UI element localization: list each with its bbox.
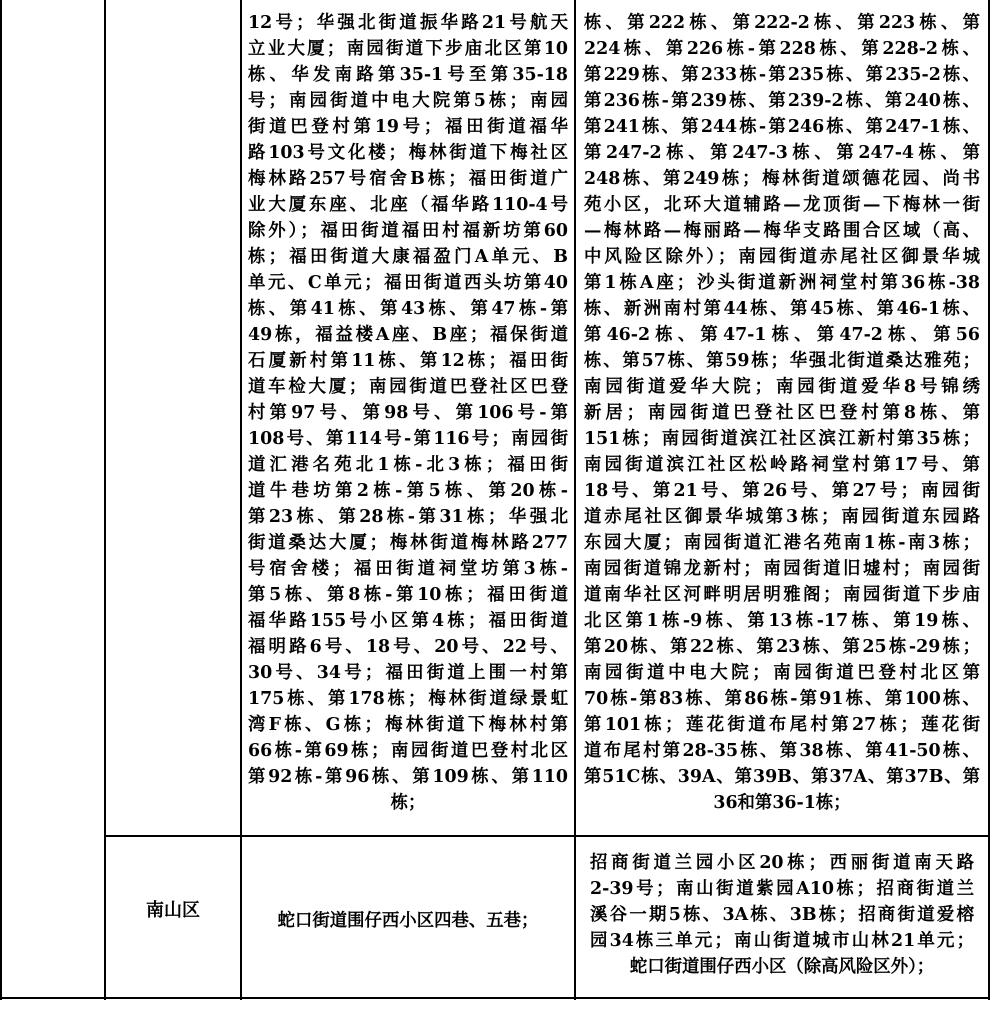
text-line: 道南华社区河畔明居明雅阁；南园街道下步庙 bbox=[584, 585, 980, 605]
text-line: 2-39号；南山街道紫园A10栋；招商街道兰 bbox=[590, 879, 974, 899]
text-line: 栋、第57栋、第59栋；华强北街道桑达雅苑； bbox=[584, 351, 980, 371]
text-line: 道牛巷坊第2栋-第5栋、第20栋- bbox=[248, 481, 568, 501]
text-line: 第5栋、第8栋-第10栋；福田街道 bbox=[248, 585, 568, 605]
text-line: 第236栋-第239栋、第239-2栋、第240栋、 bbox=[584, 91, 980, 111]
upper-mid-cell bbox=[248, 10, 568, 816]
text-line: 栋、第41栋、第43栋、第47栋-第 bbox=[248, 299, 568, 319]
nanshan-mid-cell: 蛇口街道围仔西小区四巷、五巷； bbox=[277, 911, 539, 931]
text-line: 栋、第222栋、第222-2栋、第223栋、第 bbox=[584, 13, 980, 33]
table-border-bottom bbox=[0, 997, 990, 999]
text-line: 单元、C单元；福田街道西头坊第40 bbox=[248, 273, 568, 293]
text-line: 道车检大厦；南园街道巴登社区巴登 bbox=[248, 377, 568, 397]
text-line: 第1栋A座；沙头街道新洲祠堂村第36栋-38 bbox=[584, 273, 980, 293]
text-line: 36和第36-1栋； bbox=[713, 793, 851, 813]
text-line: 立业大厦；南园街道下步庙北区第10 bbox=[248, 39, 568, 59]
table-border-col2 bbox=[240, 0, 242, 1000]
text-line: 南园街道中电大院；南园街道巴登村北区第 bbox=[584, 663, 980, 683]
text-line: 第247-2栋、第247-3栋、第247-4栋、第 bbox=[584, 143, 980, 163]
text-line: 业大厦东座、北座（福华路110-4号 bbox=[248, 195, 568, 215]
text-line: 湾F栋、G栋；梅林街道下梅林村第 bbox=[248, 715, 568, 735]
text-line: 号宿舍楼；福田街道祠堂坊第3栋- bbox=[248, 559, 568, 579]
text-line: 70栋-第83栋、第86栋-第91栋、第100栋、 bbox=[584, 689, 980, 709]
text-line: 108号、第114号-第116号；南园街 bbox=[248, 429, 568, 449]
text-line: 66栋-第69栋；南园街道巴登村北区 bbox=[248, 741, 568, 761]
text-line: 栋、华发南路第35-1号至第35-18 bbox=[248, 65, 568, 85]
text-line: 第241栋、第244栋-第246栋、第247-1栋、 bbox=[584, 117, 980, 137]
text-line: 蛇口街道围仔西小区（除高风险区外）； bbox=[629, 957, 935, 977]
text-line: 12号；华强北街道振华路21号航天 bbox=[248, 13, 568, 33]
upper-right-cell bbox=[584, 10, 980, 816]
text-line: 福华路155号小区第4栋；福田街道 bbox=[248, 611, 568, 631]
text-line: 道汇港名苑北1栋-北3栋；福田街 bbox=[248, 455, 568, 475]
text-line: 路103号文化楼；梅林街道下梅社区 bbox=[248, 143, 568, 163]
text-line: 175栋、第178栋；梅林街道绿景虹 bbox=[248, 689, 568, 709]
text-line: 园34栋三单元；南山街道城市山林21单元； bbox=[590, 931, 974, 951]
text-line: 中风险区除外）；南园街道赤尾社区御景华城 bbox=[584, 247, 980, 267]
text-line: 村第97号、第98号、第106号-第 bbox=[248, 403, 568, 423]
text-line: 第101栋；莲花街道布尾村第27栋；莲花街 bbox=[584, 715, 980, 735]
text-line: 南园街道锦龙新村；南园街道旧墟村；南园街 bbox=[584, 559, 980, 579]
text-line: 除外）；福田街道福田村福新坊第60 bbox=[248, 221, 568, 241]
nanshan-right-cell bbox=[590, 850, 974, 980]
text-line: 东园大厦；南园街道汇港名苑南1栋-南3栋； bbox=[584, 533, 980, 553]
text-line: 南园街道爱华大院；南园街道爱华8号锦绣 bbox=[584, 377, 980, 397]
table-border-col3 bbox=[574, 0, 576, 1000]
table-border-left bbox=[0, 0, 2, 1000]
row-divider bbox=[104, 835, 990, 837]
text-line: 第92栋-第96栋、第109栋、第110 bbox=[248, 767, 568, 787]
text-line: 18号、第21号、第26号、第27号；南园街 bbox=[584, 481, 980, 501]
text-line: 第23栋、第28栋-第31栋；华强北 bbox=[248, 507, 568, 527]
text-line: 30号、34号；福田街道上围一村第 bbox=[248, 663, 568, 683]
text-line: 新居；南园街道巴登社区巴登村第8栋、第 bbox=[584, 403, 980, 423]
table-border-right bbox=[988, 0, 990, 1000]
text-line: 49栋，福益楼A座、B座；福保街道 bbox=[248, 325, 568, 345]
text-line: 栋； bbox=[390, 793, 426, 813]
text-line: 栋；福田街道大康福盈门A单元、B bbox=[248, 247, 568, 267]
text-line: —梅林路—梅丽路—梅华支路围合区域（高、 bbox=[584, 221, 980, 241]
text-line: 福明路6号、18号、20号、22号、 bbox=[248, 637, 568, 657]
text-line: 248栋、第249栋；梅林街道颂德花园、尚书 bbox=[584, 169, 980, 189]
text-line: 南园街道滨江社区松岭路祠堂村第17号、第 bbox=[584, 455, 980, 475]
table-border-col1 bbox=[104, 0, 106, 1000]
text-line: 号；南园街道中电大院第5栋；南园 bbox=[248, 91, 568, 111]
text-line: 石厦新村第11栋、第12栋；福田街 bbox=[248, 351, 568, 371]
text-line: 苑小区，北环大道辅路—龙顶街—下梅林一街 bbox=[584, 195, 980, 215]
text-line: 第46-2栋、第47-1栋、第47-2栋、第56 bbox=[584, 325, 980, 345]
text-line: 梅林路257号宿舍B栋；福田街道广 bbox=[248, 169, 568, 189]
text-line: 栋、新洲南村第44栋、第45栋、第46-1栋、 bbox=[584, 299, 980, 319]
text-line: 224栋、第226栋-第228栋、第228-2栋、 bbox=[584, 39, 980, 59]
text-line: 北区第1栋-9栋、第13栋-17栋、第19栋、 bbox=[584, 611, 980, 631]
text-line: 151栋；南园街道滨江社区滨江新村第35栋； bbox=[584, 429, 980, 449]
text-line: 第51C栋、39A、第39B、第37A、第37B、第 bbox=[584, 767, 980, 787]
text-line: 道布尾村第28-35栋、第38栋、第41-50栋、 bbox=[584, 741, 980, 761]
text-line: 招商街道兰园小区20栋；西丽街道南天路 bbox=[590, 853, 974, 873]
text-line: 街道巴登村第19号；福田街道福华 bbox=[248, 117, 568, 137]
text-line: 溪谷一期5栋、3A栋、3B栋；招商街道爱榕 bbox=[590, 905, 974, 925]
text-line: 街道桑达大厦；梅林街道梅林路277 bbox=[248, 533, 568, 553]
district-label: 南山区 bbox=[146, 900, 200, 921]
text-line: 第229栋、第233栋-第235栋、第235-2栋、 bbox=[584, 65, 980, 85]
text-line: 道赤尾社区御景华城第3栋；南园街道东园路 bbox=[584, 507, 980, 527]
text-line: 第20栋、第22栋、第23栋、第25栋-29栋； bbox=[584, 637, 980, 657]
